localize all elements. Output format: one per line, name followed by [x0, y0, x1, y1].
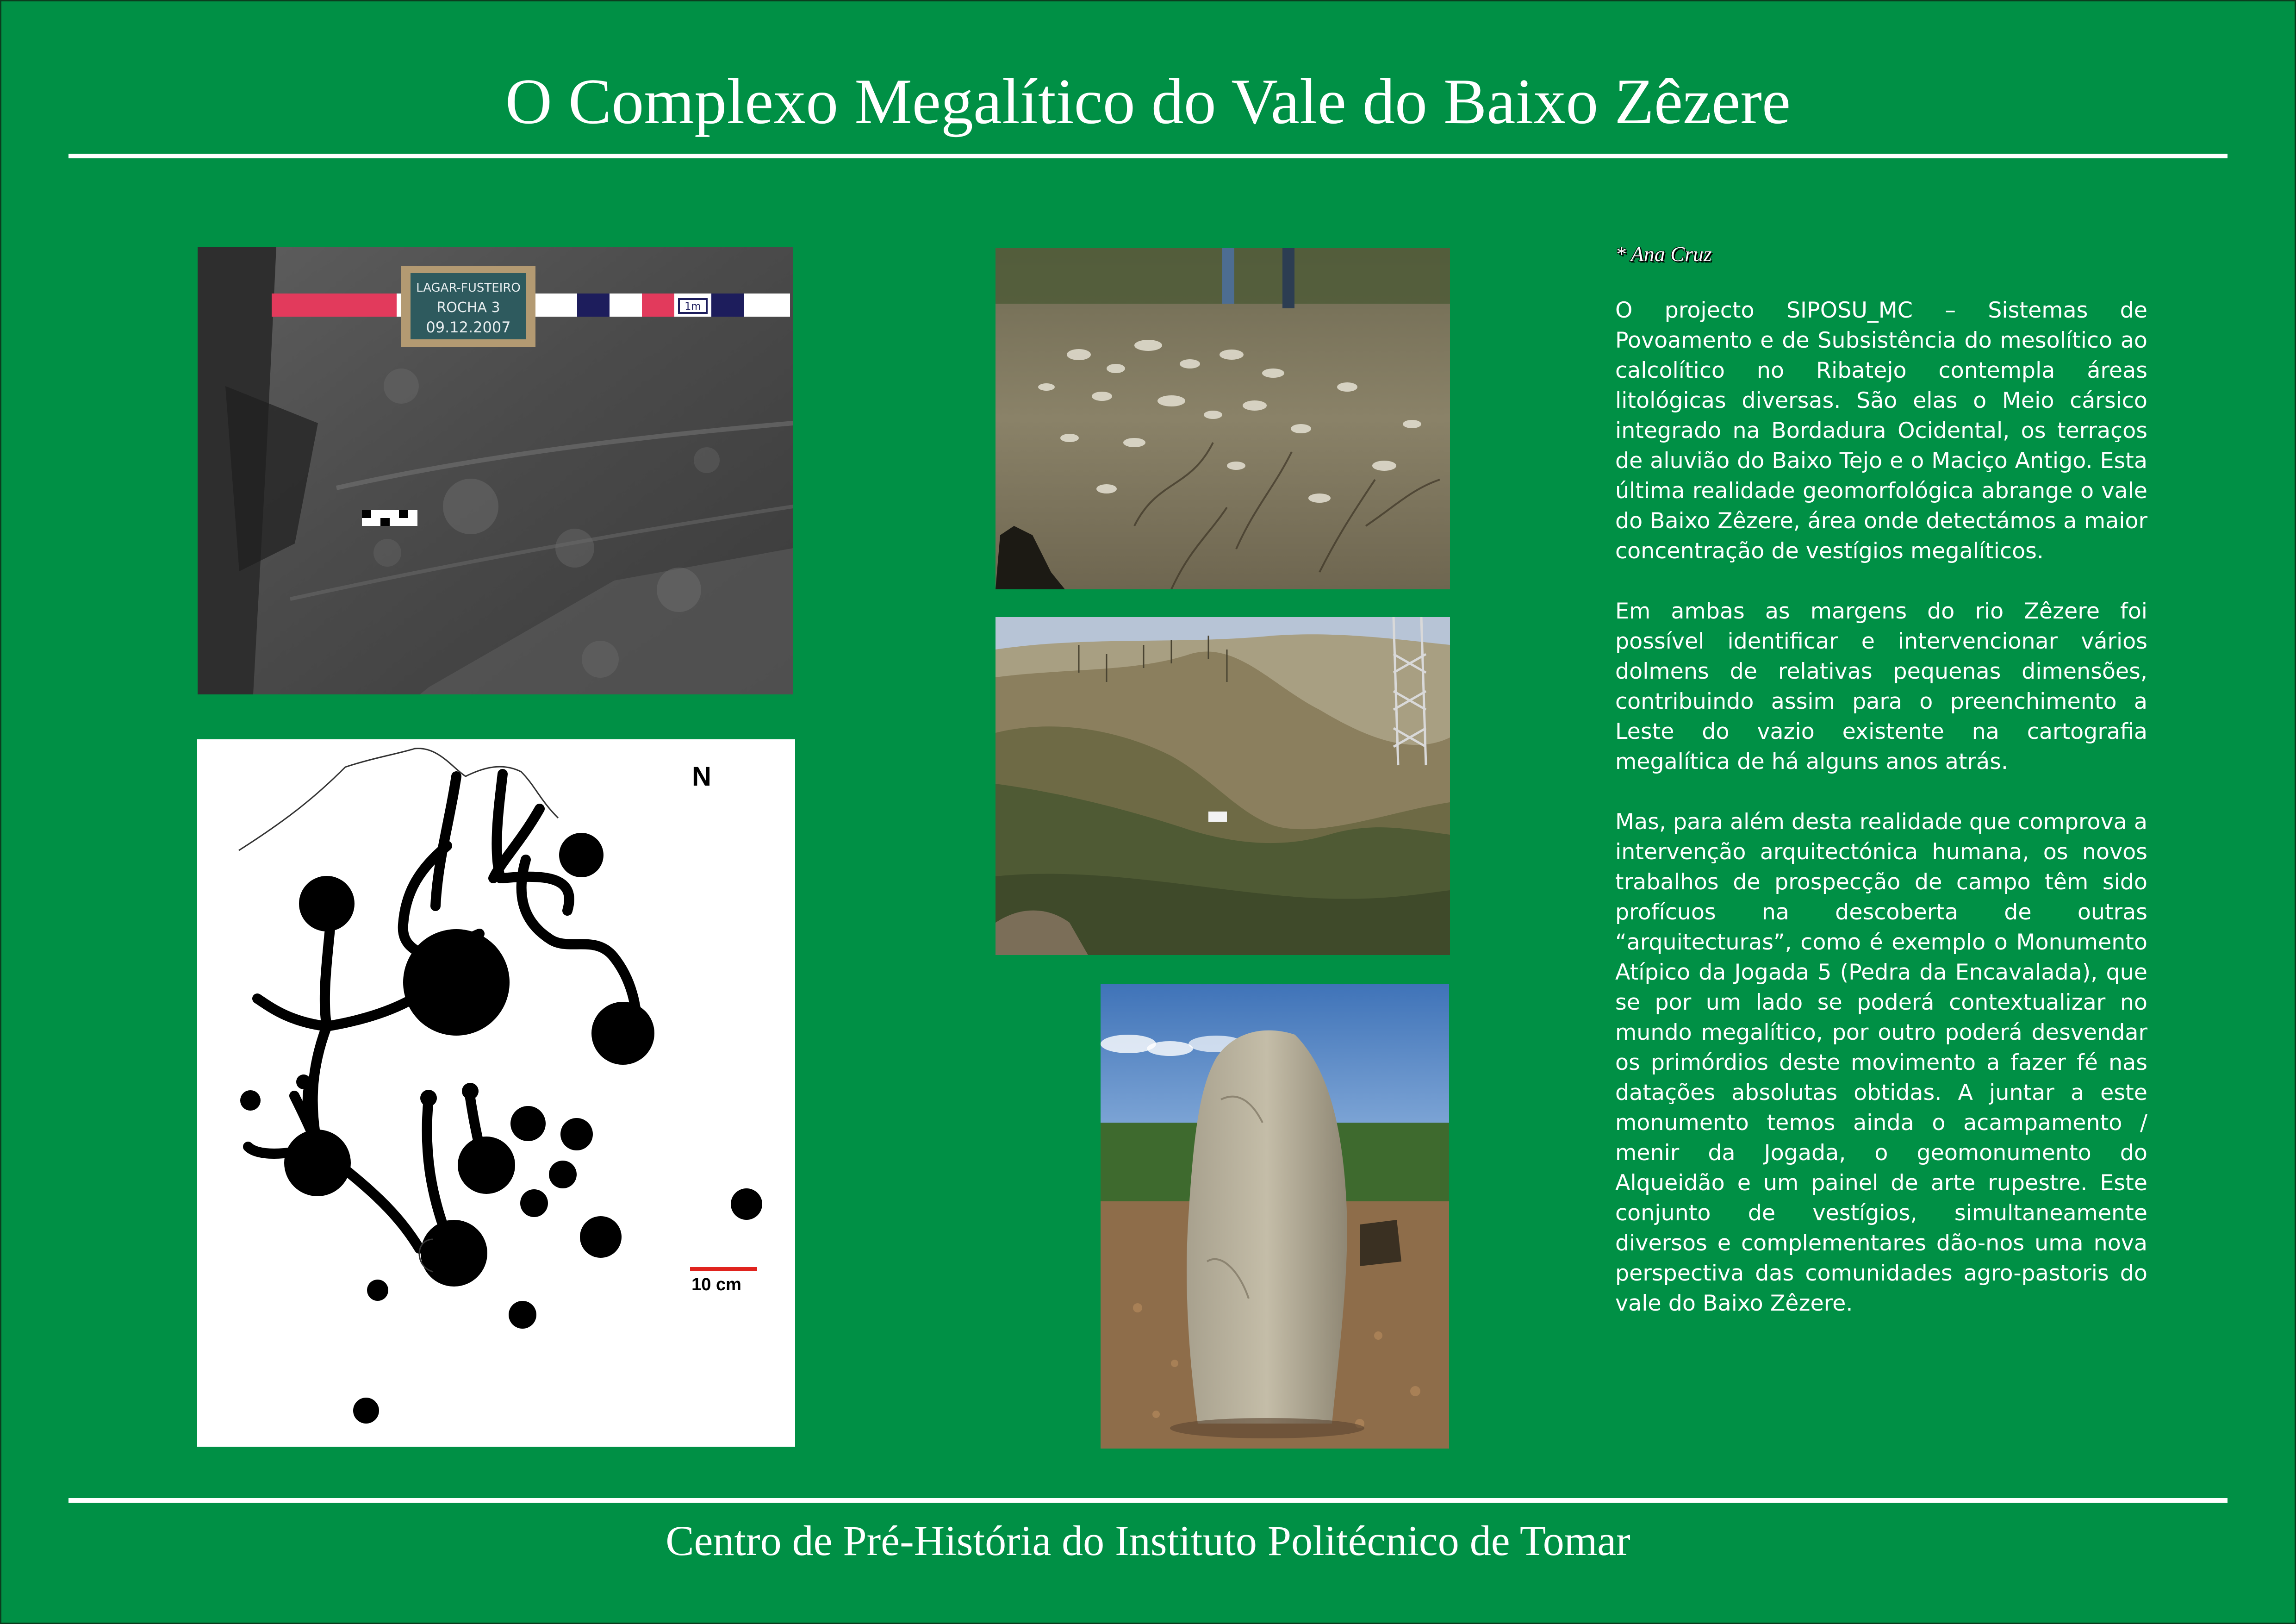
- rock-engraving-photo: [198, 247, 793, 694]
- scale-bar-label: 1m: [684, 301, 701, 312]
- slate-site-name: LAGAR-FUSTEIRO: [416, 281, 521, 295]
- footer-divider: [68, 1498, 2228, 1503]
- slate-rock-number: ROCHA 3: [436, 300, 500, 316]
- poster-footer: Centro de Pré-História do Instituto Politécnico de Tomar: [666, 1517, 1630, 1564]
- article-paragraph: Mas, para além desta realidade que comprova a intervenção arquitectónica humana, os novos trabalhos de prospecção de campo têm sido profícuos na descoberta de outras “arquitecturas”, como é exemplo o Monumento Atípico da Jogada 5 (Pedra da Encavalada), que se por um lado se poderá contextualizar no mundo megalítico, por outro poderá desvendar os primórdios deste movimento a fazer fé nas datações absolutas obtidas. A juntar a este monumento temos ainda o acampamento / menir da Jogada, o geomonumento do Alqueidão e um painel de arte rupestre. Este conjunto de vestígios, simultaneamente diversos e complementares dão-nos uma nova perspectiva das comunidades agro-pastoris do vale do Baixo Zêzere.: [1615, 809, 2147, 1316]
- article-paragraph: Em ambas as margens do rio Zêzere foi possível identificar e intervencionar vários dolmens de relativas pequenas dimensões, contribuindo assim para o preenchimento a Leste do vazio existente na cartografia megalítica de há alguns anos atrás.: [1615, 599, 2147, 775]
- north-arrow-label: N: [692, 762, 711, 792]
- rock-art-drawing: [197, 739, 795, 1447]
- slate-date: 09.12.2007: [426, 319, 511, 336]
- drawing-scale-label: 10 cm: [691, 1275, 741, 1294]
- article-text: [1615, 241, 2147, 1349]
- article-author: * Ana Cruz: [1615, 242, 1712, 266]
- title-divider: [68, 154, 2228, 158]
- valley-landscape-photo: [996, 617, 1450, 955]
- field-survey-photo: [996, 248, 1450, 589]
- article-paragraph: O projecto SIPOSU_MC – Sistemas de Povoamento e de Subsistência do mesolítico ao calcolítico no Ribatejo contempla áreas litológicas diversas. São elas o Meio cársico integrado na Bordadura Ocidental, os terraços de aluvião do Baixo Tejo e o Maciço Antigo. Esta última realidade geomorfológica abrange o vale do Baixo Zêzere, área onde detectámos a maior concentração de vestígios megalíticos.: [1615, 298, 2147, 564]
- menhir-photo: [1101, 984, 1449, 1449]
- poster-title: O Complexo Megalítico do Vale do Baixo Zêzere: [505, 66, 1791, 137]
